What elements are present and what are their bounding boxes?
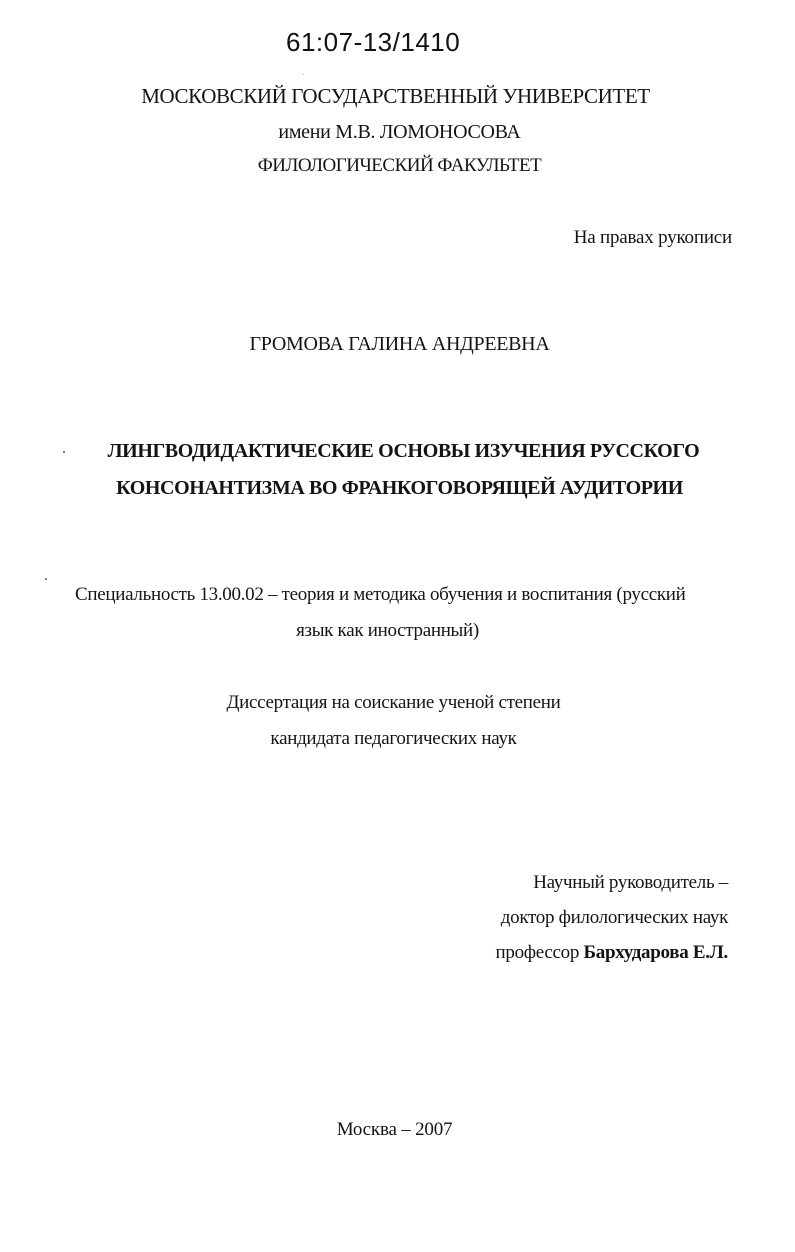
degree-statement-line-2: кандидата педагогических наук xyxy=(270,728,517,749)
university-named-after: имени М.В. ЛОМОНОСОВА xyxy=(278,121,521,143)
university-name: МОСКОВСКИЙ ГОСУДАРСТВЕННЫЙ УНИВЕРСИТЕТ xyxy=(141,84,650,108)
degree-statement-line-1: Диссертация на соискание ученой степени xyxy=(226,692,561,713)
catalog-number: 61:07-13/1410 xyxy=(286,27,461,57)
specialty-line-1: Специальность 13.00.02 – теория и методика обучения и воспитания (русский xyxy=(75,584,686,605)
scan-speck xyxy=(63,451,65,453)
faculty-name: ФИЛОЛОГИЧЕСКИЙ ФАКУЛЬТЕТ xyxy=(257,155,542,176)
advisor-line xyxy=(496,942,728,964)
thesis-title-line-1: ЛИНГВОДИДАКТИЧЕСКИЕ ОСНОВЫ ИЗУЧЕНИЯ РУССКОГО xyxy=(107,440,700,462)
advisor-name: Бархударова Е.Л. xyxy=(583,942,728,963)
advisor-title-prefix: профессор xyxy=(495,942,580,963)
scan-speck xyxy=(45,578,47,580)
author-name: ГРОМОВА ГАЛИНА АНДРЕЕВНА xyxy=(249,333,550,355)
advisor-role: Научный руководитель – xyxy=(533,872,728,893)
place-and-year: Москва – 2007 xyxy=(336,1119,453,1140)
scan-speck xyxy=(303,74,304,75)
specialty-line-2: язык как иностранный) xyxy=(296,620,479,641)
thesis-title-line-2: КОНСОНАНТИЗМА ВО ФРАНКОГОВОРЯЩЕЙ АУДИТОРИИ xyxy=(116,477,683,499)
rights-note: На правах рукописи xyxy=(573,227,732,248)
advisor-degree: доктор филологических наук xyxy=(500,907,728,928)
